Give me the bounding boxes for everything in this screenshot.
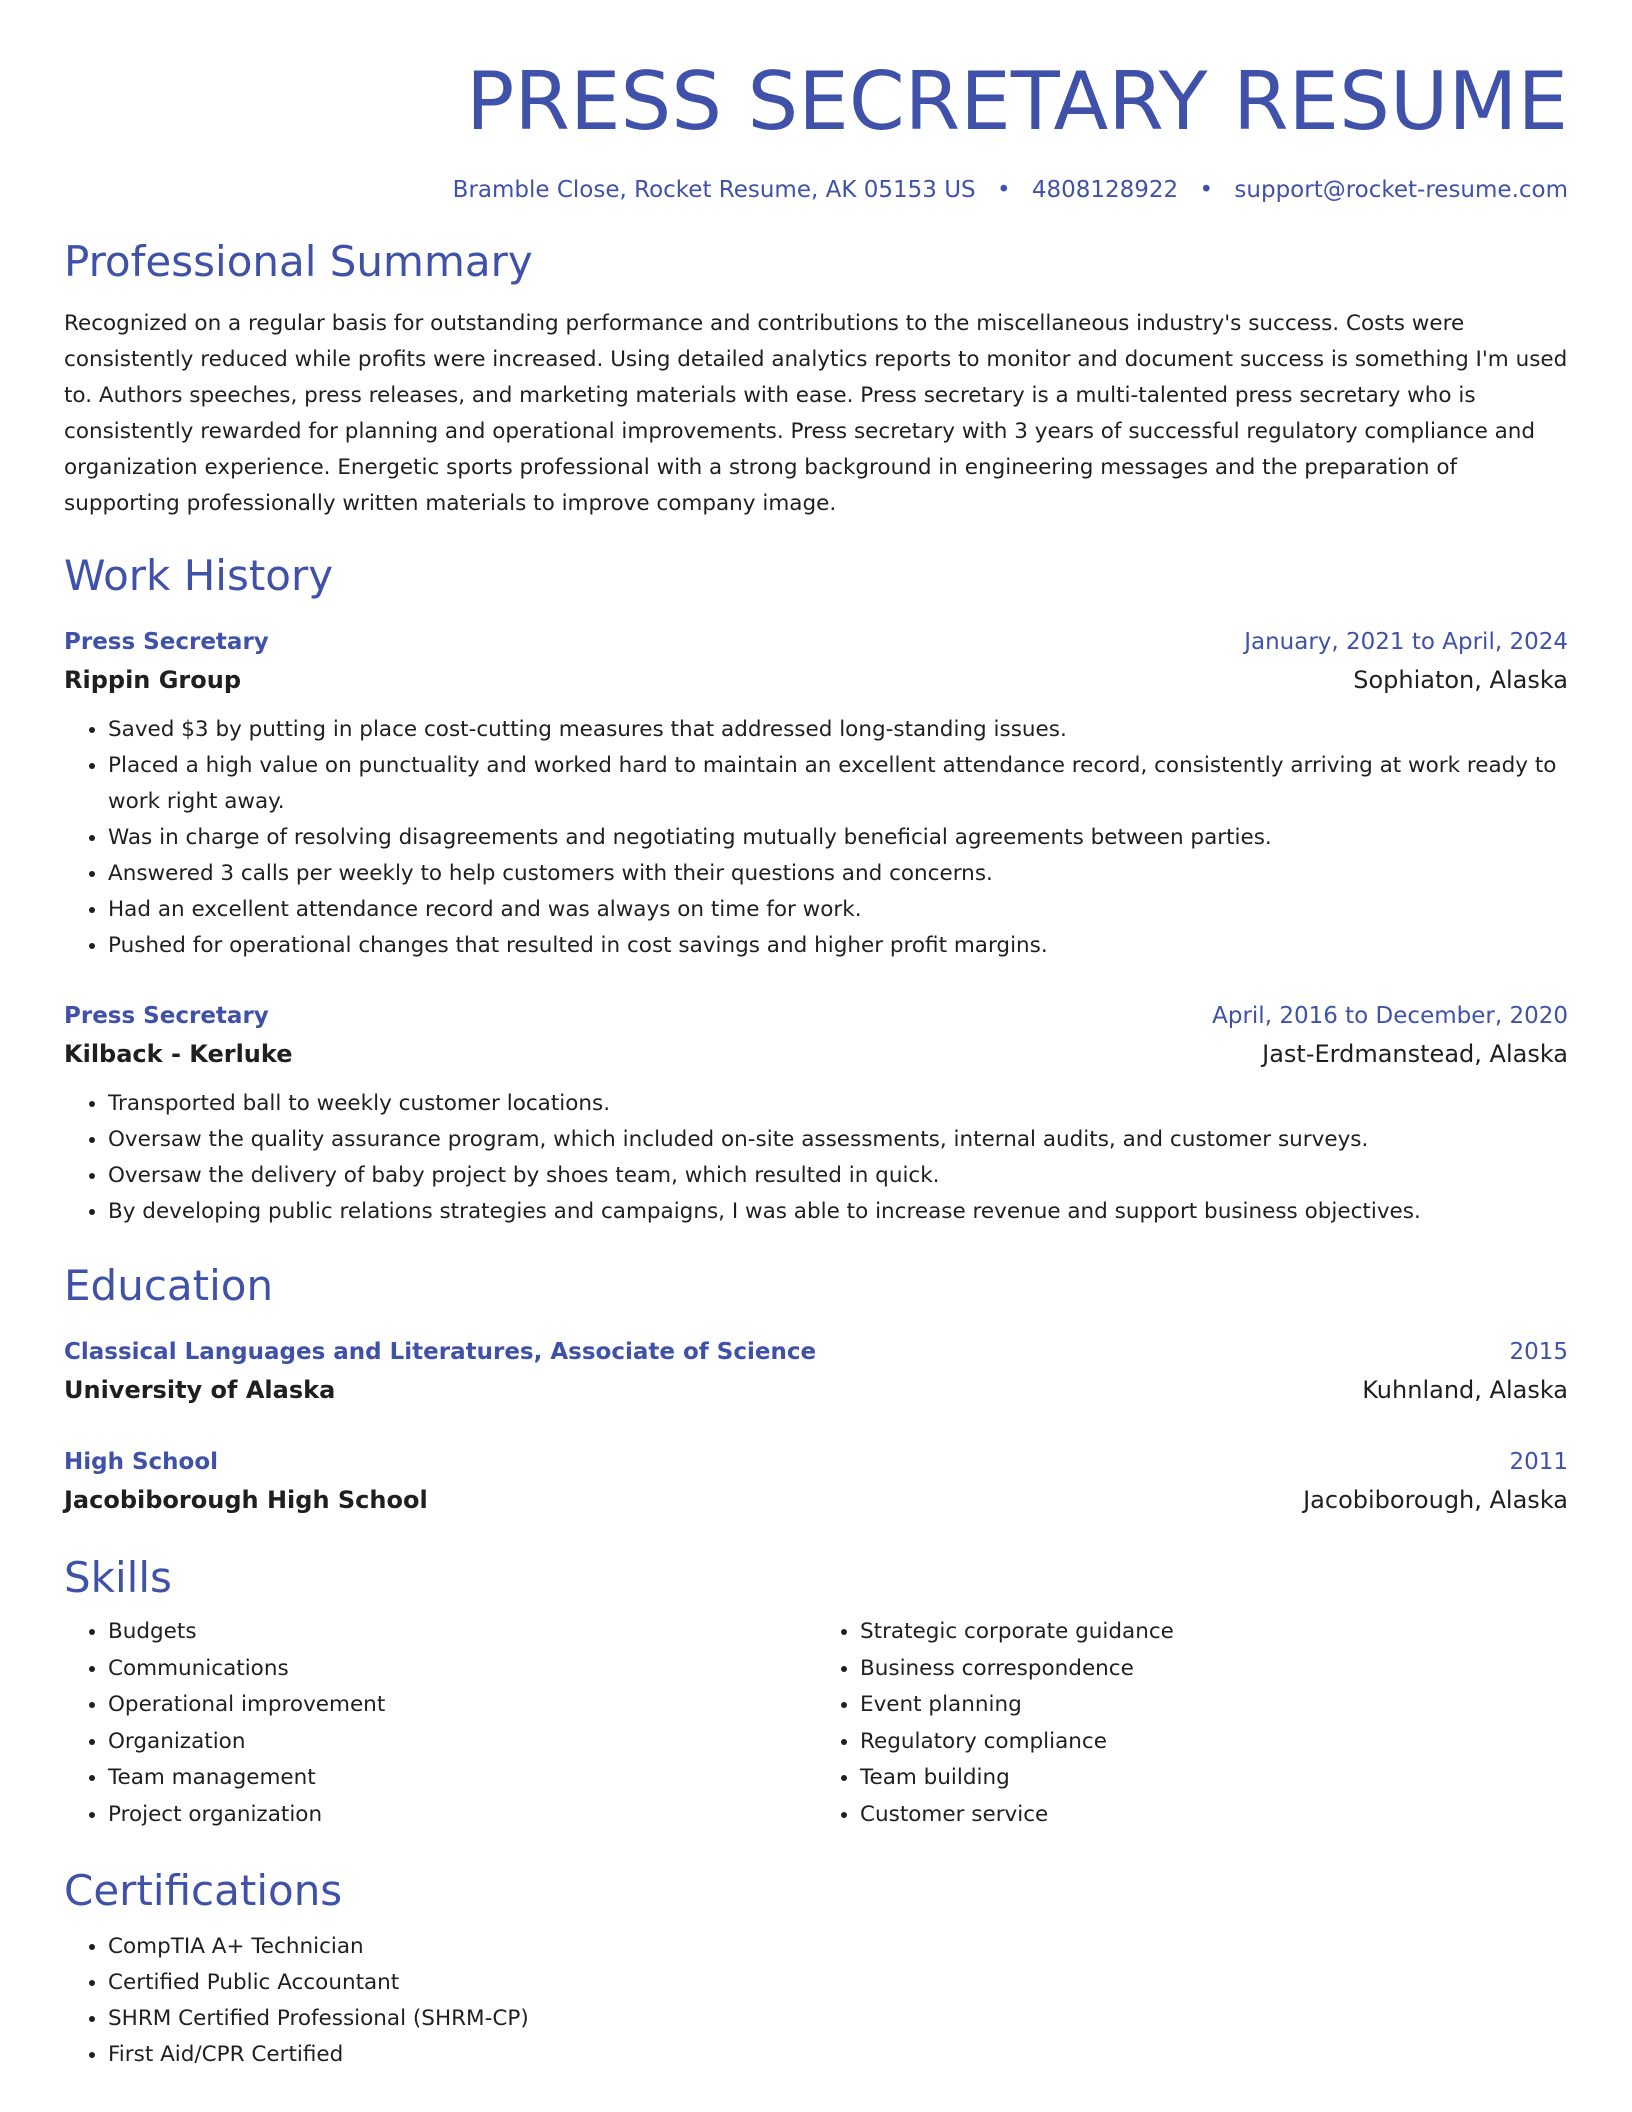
skill-item: • Organization [108, 1724, 816, 1761]
certification-item: • SHRM Certified Professional (SHRM-CP) [108, 2001, 1568, 2037]
skill-item: • Business correspondence [860, 1651, 1568, 1688]
professional-summary-section [64, 236, 1568, 522]
job-dates: January, 2021 to April, 2024 [1244, 629, 1568, 655]
contact-address: Bramble Close, Rocket Resume, AK 05153 US [452, 177, 976, 203]
job-location: Jast-Erdmanstead, Alaska [1262, 1040, 1568, 1068]
work-history-section [64, 550, 1568, 1230]
job-bullet: • Saved $3 by putting in place cost-cutting measures that addressed long-standing issues. [108, 712, 1568, 748]
education-location: Kuhnland, Alaska [1362, 1376, 1568, 1404]
skill-item: • Budgets [108, 1614, 816, 1651]
job-role: Press Secretary [64, 629, 269, 655]
job-company: Kilback - Kerluke [64, 1040, 293, 1068]
job-location: Sophiaton, Alaska [1353, 666, 1568, 694]
section-heading-education: Education [64, 1261, 274, 1310]
skills-grid [64, 1614, 1568, 1833]
job-dates: April, 2016 to December, 2020 [1212, 1003, 1568, 1029]
education-school: University of Alaska [64, 1376, 336, 1404]
job-bullet: • Pushed for operational changes that resulted in cost savings and higher profit margins. [108, 928, 1568, 964]
education-year: 2011 [1509, 1449, 1568, 1475]
certification-item: • CompTIA A+ Technician [108, 1929, 1568, 1965]
section-heading-skills: Skills [64, 1553, 172, 1602]
job-bullet: • Was in charge of resolving disagreements and negotiating mutually beneficial agreements between parties. [108, 820, 1568, 856]
job-bullets [64, 712, 1568, 964]
skill-item: • Regulatory compliance [860, 1724, 1568, 1761]
education-entry [64, 1444, 1568, 1520]
skill-item: • Team building [860, 1760, 1568, 1797]
education-degree: Classical Languages and Literatures, Associate of Science [64, 1339, 817, 1365]
education-location: Jacobiborough, Alaska [1303, 1486, 1568, 1514]
skill-item: • Event planning [860, 1687, 1568, 1724]
skill-item: • Team management [108, 1760, 816, 1797]
job-bullet: • Oversaw the quality assurance program, which included on-site assessments, internal audits, and customer surveys. [108, 1122, 1568, 1158]
skills-section [64, 1552, 1568, 1833]
job-entry [64, 998, 1568, 1230]
skill-item: • Communications [108, 1651, 816, 1688]
education-entry [64, 1334, 1568, 1410]
job-bullet: • Placed a high value on punctuality and worked hard to maintain an excellent attendance record, consistently arriving at work ready to work right away. [108, 748, 1568, 820]
education-degree: High School [64, 1449, 219, 1475]
skill-item: • Operational improvement [108, 1687, 816, 1724]
skill-item: • Customer service [860, 1797, 1568, 1834]
job-bullet: • By developing public relations strategies and campaigns, I was able to increase revenue and support business objectives. [108, 1194, 1568, 1230]
job-bullet: • Transported ball to weekly customer locations. [108, 1086, 1568, 1122]
skill-item: • Project organization [108, 1797, 816, 1834]
job-bullets [64, 1086, 1568, 1230]
contact-separator: • [996, 177, 1011, 203]
skill-item: • Strategic corporate guidance [860, 1614, 1568, 1651]
section-heading-work: Work History [64, 551, 334, 600]
certifications-list [64, 1929, 1568, 2073]
education-school: Jacobiborough High School [64, 1486, 428, 1514]
resume-header [64, 0, 1568, 206]
resume-title: PRESS SECRETARY RESUME [466, 55, 1568, 148]
section-heading-summary: Professional Summary [64, 237, 533, 286]
contact-separator: • [1199, 177, 1214, 203]
job-entry [64, 624, 1568, 964]
job-bullet: • Oversaw the delivery of baby project by shoes team, which resulted in quick. [108, 1158, 1568, 1194]
certification-item: • First Aid/CPR Certified [108, 2037, 1568, 2073]
job-bullet: • Had an excellent attendance record and was always on time for work. [108, 892, 1568, 928]
certifications-section [64, 1865, 1568, 2073]
job-bullet: • Answered 3 calls per weekly to help customers with their questions and concerns. [108, 856, 1568, 892]
job-role: Press Secretary [64, 1003, 269, 1029]
education-section [64, 1260, 1568, 1520]
contact-phone: 4808128922 [1031, 177, 1179, 203]
education-year: 2015 [1509, 1339, 1568, 1365]
skills-column-right [816, 1614, 1568, 1833]
contact-line [64, 174, 1568, 206]
certification-item: • Certified Public Accountant [108, 1965, 1568, 2001]
contact-email: support@rocket-resume.com [1234, 177, 1568, 203]
job-company: Rippin Group [64, 666, 242, 694]
summary-text: Recognized on a regular basis for outstanding performance and contributions to the miscellaneous industry's success. Costs were consistently reduced while profits were increased. Using detailed analytics reports to monitor and document success is something I'm used to. Authors speeches, press releases, and marketing materials with ease. Press secretary is a multi-talented press secretary who is consistently rewarded for planning and operational improvements. Press secretary with 3 years of successful regulatory compliance and organization experience. Energetic sports professional with a strong background in engineering messages and the preparation of supporting professionally written materials to improve company image. [64, 311, 1568, 516]
section-heading-certifications: Certifications [64, 1866, 343, 1915]
skills-column-left [64, 1614, 816, 1833]
